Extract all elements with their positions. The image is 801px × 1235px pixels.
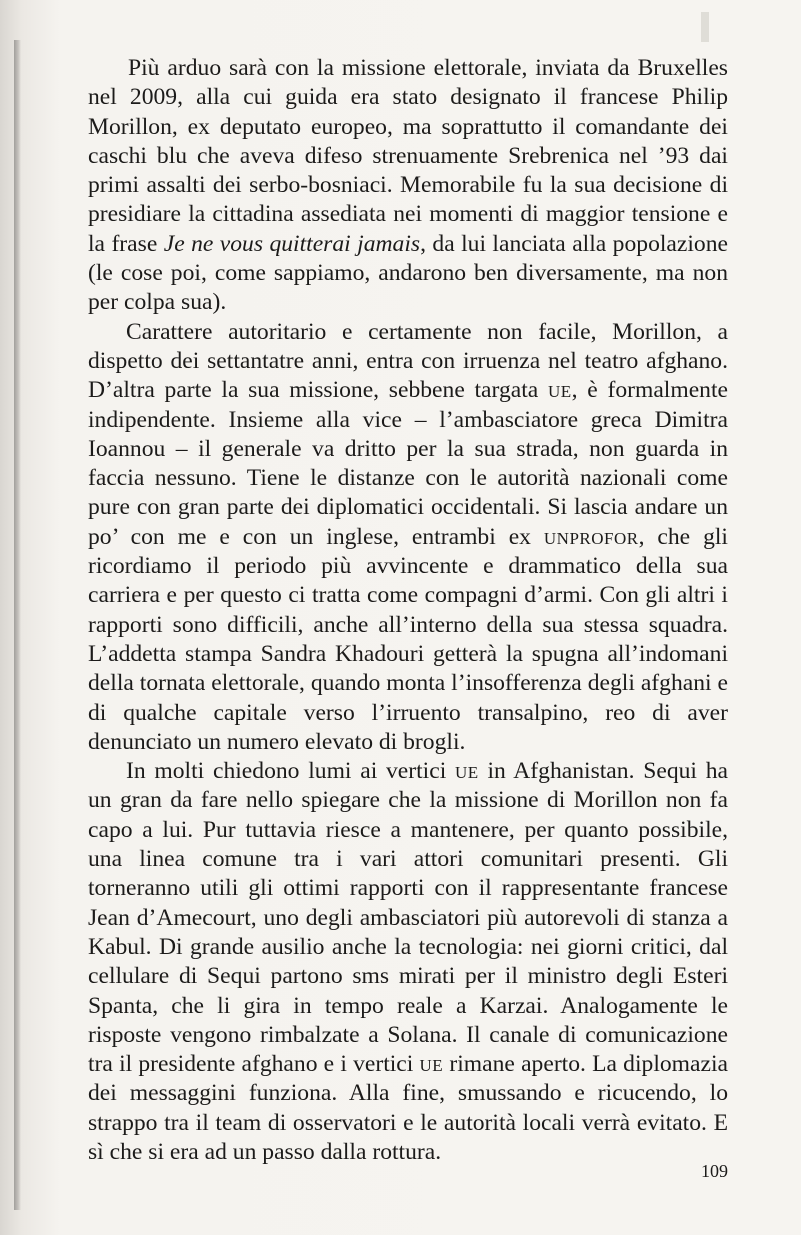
text-segment: In molti chiedono lumi ai vertici (126, 758, 456, 785)
paragraph-1 (88, 54, 728, 318)
text-segment: , che gli ricordiamo il periodo più avvincente e drammatico della sua carriera e per questo ci tratta come compagni d’armi. Con gli altri i rapporti sono difficili, anche all’interno della sua stessa squadra. L’addetta stampa Sandra Khadouri getterà la spugna all’indomani della tornata elettorale, quando monta l’insofferenza degli afghani e di qualche capitale verso l’irruento transalpino, reo di aver denunciato un numero elevato di brogli. (88, 523, 728, 755)
italic-quote: Je ne vous quitterai jamais (163, 230, 421, 257)
small-caps-acronym: ue (455, 758, 479, 785)
page-number: 109 (701, 1161, 728, 1181)
small-caps-acronym: ue (419, 1051, 444, 1078)
paragraph-3 (88, 757, 728, 1167)
small-caps-acronym: unprofor (543, 523, 639, 550)
text-segment: Più arduo sarà con la missione elettorale, inviata da Bruxelles nel 2009, alla cui guida era stato designato il francese Philip Morillon, ex deputato europeo, ma soprattutto il comandante dei caschi blu che aveva difeso strenuamente Srebrenica nel ’93 dai primi assalti dei serbo-bosniaci. Memorabile fu la sua decisione di presidiare la cittadina assediata nei momenti di maggior tensione e la frase (88, 55, 728, 257)
text-segment: , da lui lanciata alla popolazione (le cose poi, come sappiamo, andarono ben diversamente, ma non per colpa sua). (88, 230, 728, 316)
paragraph-2 (88, 318, 728, 757)
text-segment: , è formalmente indipendente. Insieme alla vice – l’ambasciatore greca Dimitra Ioannou – il generale va dritto per la sua strada, non guarda in faccia nessuno. Tiene le distanze con le autorità nazionali come pure con gran parte dei diplomatici occidentali. Si lascia andare un po’ con me e con un inglese, entrambi ex (88, 377, 728, 550)
page-edge-mark (701, 12, 709, 42)
text-segment: Carattere autoritario e certamente non facile, Morillon, a dispetto dei settantatre anni, entra con irruenza nel teatro afghano. D’altra parte la sua missione, sebbene targata (88, 318, 728, 404)
text-segment: rimane aperto. La diplomazia dei messaggini funziona. Alla fine, smussando e ricucendo, lo strappo tra il team di osservatori e le autorità locali verrà evitato. E sì che si era ad un passo dalla rottura. (88, 1051, 729, 1165)
spine-shadow (14, 40, 21, 1210)
body-text (88, 54, 728, 1167)
text-segment: in Afghanistan. Sequi ha un gran da fare nello spiegare che la missione di Morillon non fa capo a lui. Pur tuttavia riesce a mantenere, per quanto possibile, una linea comune tra i vari attori comunitari presenti. Gli torneranno utili gli ottimi rapporti con il rappresentante francese Jean d’Amecourt, uno degli ambasciatori più autorevoli di stanza a Kabul. Di grande ausilio anche la tecnologia: nei giorni critici, dal cellulare di Sequi partono sms mirati per il ministro degli Esteri Spanta, che li gira in tempo reale a Karzai. Analogamente le risposte vengono rimbalzate a Solana. Il canale di comunicazione tra il presidente afghano e i vertici (88, 758, 728, 1078)
small-caps-acronym: ue (547, 377, 572, 404)
